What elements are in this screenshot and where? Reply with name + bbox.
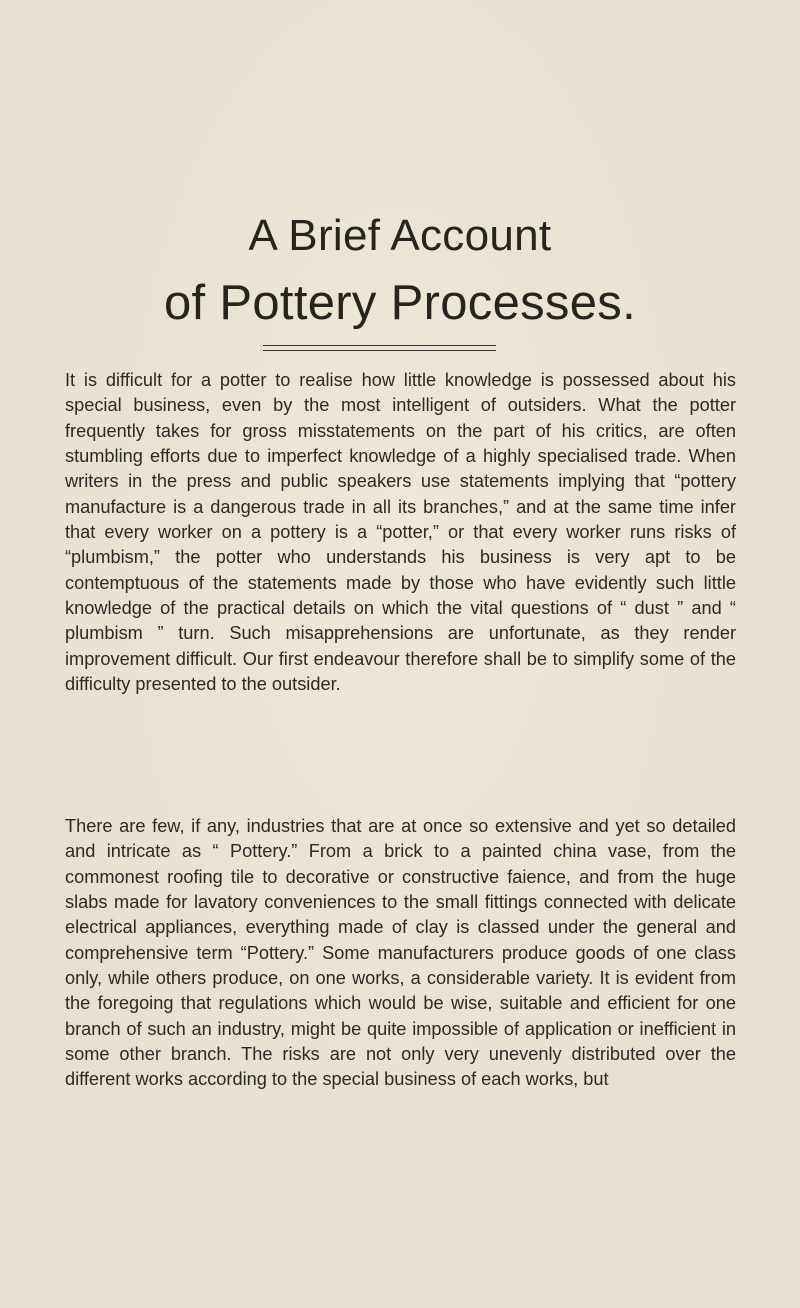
paragraph-2: There are few, if any, industries that are at once so extensive and yet so detailed and intricate as “ Pottery.” From a brick to a painted china vase, from the commonest roofing tile to decorative or constructive faience, and from the huge slabs made for lavatory conveniences to the small fittings connected with delicate electrical appliances, everything made of clay is classed under the general and comprehensive term “Pottery.” Some manufacturers produce goods of one class only, while others produce, on one works, a considerable variety. It is evident from the foregoing that regulations which would be wise, suitable and efficient for one branch of such an industry, might be quite impossible of application or inefficient in some other branch. The risks are not only very unevenly distributed over the different works according to the special business of each works, but <box>65 816 736 1090</box>
title-rule-bottom <box>263 350 496 351</box>
paragraph-1: It is difficult for a potter to realise how little knowledge is possessed about his special business, even by the most intelligent of outsiders. What the potter frequently takes for gross misstatements on the part of his critics, are often stumbling efforts due to imperfect knowledge of a highly specialised trade. When writers in the press and public speakers use statements implying that “pottery manufacture is a dangerous trade in all its branches,” and at the same time infer that every worker on a pottery is a “potter,” or that every worker runs risks of “plumbism,” the potter who understands his business is very apt to be contemptuous of the statements made by those who have evidently such little knowledge of the practical details on which the vital questions of “ dust ” and “ plumbism ” turn. Such misapprehensions are unfortunate, as they render improvement difficult. Our first endeavour therefore shall be to simplify some of the difficulty presented to the outsider. <box>65 370 736 695</box>
title-rule-top <box>263 345 496 346</box>
title-line-2: of Pottery Processes. <box>164 276 636 330</box>
title-line-1: A Brief Account <box>248 211 552 260</box>
